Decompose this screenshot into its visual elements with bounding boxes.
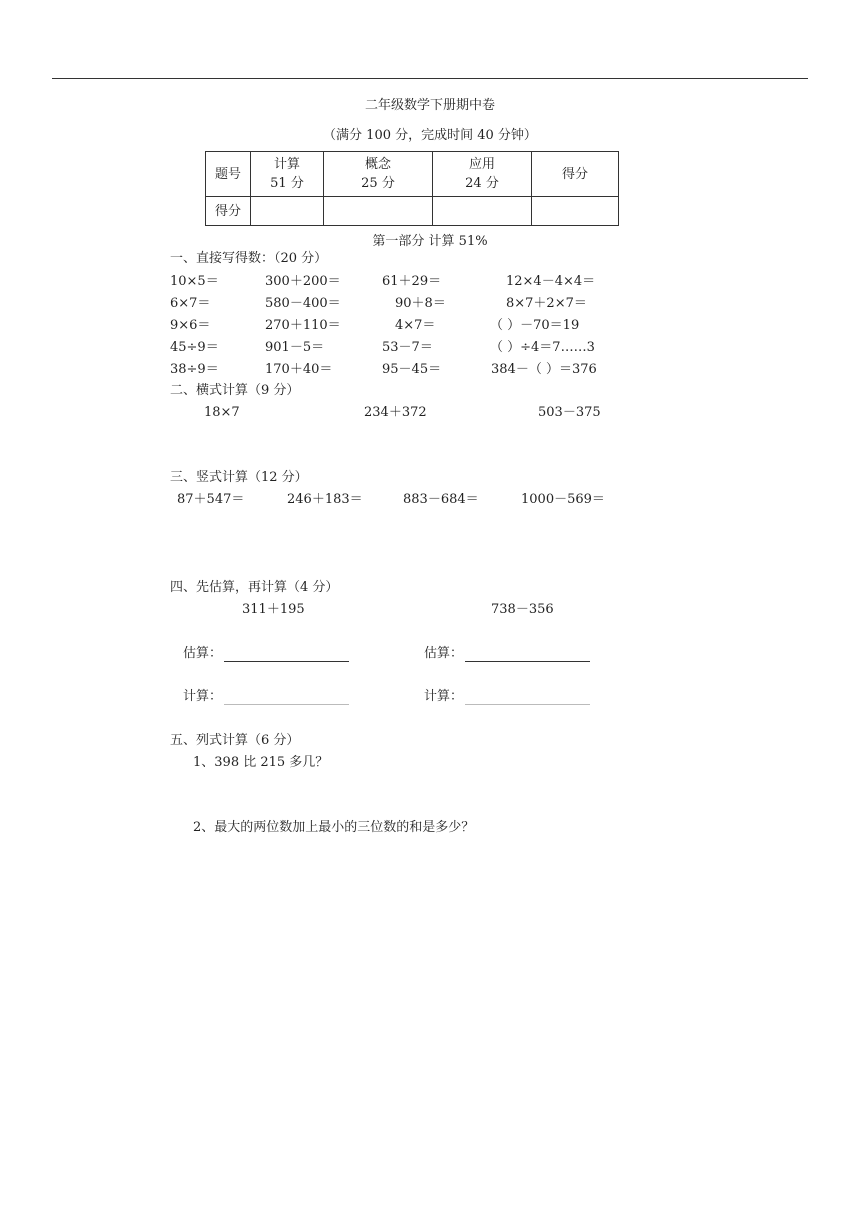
- sec1-item: 61＋29＝: [382, 274, 442, 289]
- sec2-item: 503－375: [538, 405, 601, 420]
- sec1-item: 6×7＝: [170, 296, 211, 311]
- column-concept: [324, 152, 433, 197]
- sec1-item: （ ）－70＝19: [490, 318, 580, 333]
- estimate-label: 估算：: [424, 646, 464, 661]
- sec5-question-1: 1、398 比 215 多几？: [193, 755, 329, 770]
- header-rule: [52, 78, 808, 79]
- sec4-title: 四、先估算，再计算（4 分）: [170, 580, 339, 595]
- sec3-item: 87＋547＝: [177, 492, 245, 507]
- sec4-item: 311＋195: [242, 602, 305, 617]
- compute-label: 计算：: [183, 689, 223, 704]
- compute-label: 计算：: [424, 689, 464, 704]
- sec1-title: 一、直接写得数：（20 分）: [170, 251, 328, 266]
- estimate-field-2[interactable]: [424, 646, 590, 662]
- compute-field-1[interactable]: [183, 689, 349, 705]
- sec1-item: 38÷9＝: [170, 362, 219, 377]
- sec1-item: 90＋8＝: [395, 296, 446, 311]
- sec1-item: 901－5＝: [265, 340, 325, 355]
- compute-answer-line[interactable]: [465, 690, 590, 705]
- column-application-name: 应用: [468, 157, 495, 172]
- sec1-item: 95－45＝: [382, 362, 442, 377]
- sec1-item: 53－7＝: [382, 340, 433, 355]
- sec1-item: 45÷9＝: [170, 340, 219, 355]
- sec3-item: 883－684＝: [403, 492, 479, 507]
- sec1-item: （ ）÷4＝7……3: [490, 340, 595, 355]
- column-concept-name: 概念: [364, 157, 391, 172]
- estimate-label: 估算：: [183, 646, 223, 661]
- column-application: [433, 152, 532, 197]
- score-table-score-row: [206, 197, 619, 226]
- column-concept-points: 25 分: [361, 176, 395, 191]
- sec5-question-2: 2、最大的两位数加上最小的三位数的和是多少？: [193, 820, 475, 835]
- sec3-item: 1000－569＝: [521, 492, 605, 507]
- score-table-header-row: [206, 152, 619, 197]
- compute-answer-line[interactable]: [224, 690, 349, 705]
- exam-title: 二年级数学下册期中卷: [364, 98, 495, 113]
- score-table: [205, 151, 619, 226]
- estimate-answer-line[interactable]: [465, 647, 590, 662]
- sec1-item: 580－400＝: [265, 296, 341, 311]
- sec4-item: 738－356: [491, 602, 554, 617]
- column-application-points: 24 分: [465, 176, 499, 191]
- sec3-item: 246＋183＝: [287, 492, 363, 507]
- sec1-item: 12×4－4×4＝: [506, 274, 596, 289]
- score-label-cell: 得分: [206, 197, 251, 226]
- sec1-item: 10×5＝: [170, 274, 219, 289]
- score-cell-calc[interactable]: [251, 197, 324, 226]
- sec1-item: 270＋110＝: [265, 318, 341, 333]
- sec3-title: 三、竖式计算（12 分）: [170, 470, 308, 485]
- part1-title: 第一部分 计算 51%: [372, 234, 488, 249]
- sec2-item: 18×7: [204, 405, 240, 420]
- total-score-label: 得分: [532, 152, 619, 197]
- estimate-answer-line[interactable]: [224, 647, 349, 662]
- sec1-item: 384－（ ）＝376: [491, 362, 597, 377]
- exam-subtitle: （满分 100 分，完成时间 40 分钟）: [323, 128, 537, 143]
- column-calc-name: 计算: [273, 157, 300, 172]
- estimate-field-1[interactable]: [183, 646, 349, 662]
- sec1-item: 4×7＝: [395, 318, 436, 333]
- sec2-title: 二、横式计算（9 分）: [170, 383, 300, 398]
- score-cell-total[interactable]: [532, 197, 619, 226]
- score-cell-application[interactable]: [433, 197, 532, 226]
- compute-field-2[interactable]: [424, 689, 590, 705]
- sec1-item: 8×7＋2×7＝: [506, 296, 587, 311]
- sec1-item: 9×6＝: [170, 318, 211, 333]
- score-cell-concept[interactable]: [324, 197, 433, 226]
- sec1-item: 300＋200＝: [265, 274, 341, 289]
- sec5-title: 五、列式计算（6 分）: [170, 733, 300, 748]
- sec2-item: 234＋372: [364, 405, 427, 420]
- column-calc: [251, 152, 324, 197]
- sec1-item: 170＋40＝: [265, 362, 333, 377]
- topic-label-cell: 题号: [206, 152, 251, 197]
- column-calc-points: 51 分: [270, 176, 304, 191]
